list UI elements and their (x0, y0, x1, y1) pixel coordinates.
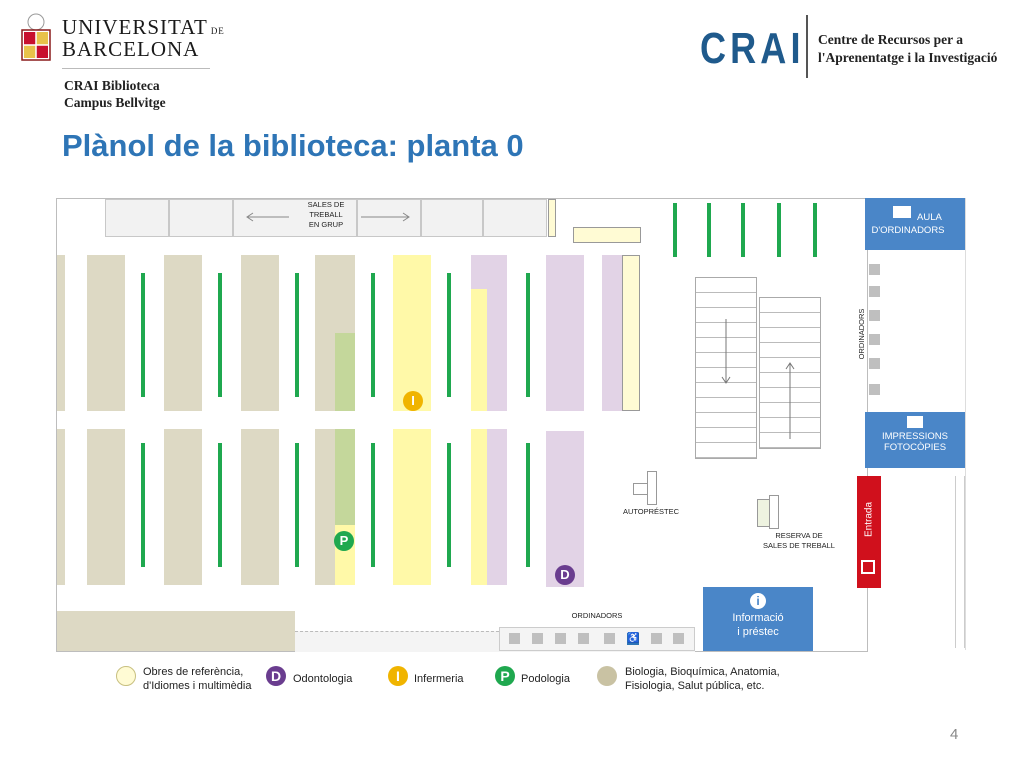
odontology-marker-icon: D (555, 565, 575, 585)
computer-icon (869, 334, 880, 345)
odontology-stack (487, 255, 507, 411)
legend-nursing-label: Infermeria (414, 673, 464, 685)
odontology-stack (546, 431, 584, 587)
computers-vertical-label: ORDINADORS (857, 308, 866, 360)
legend-reference-swatch (116, 666, 136, 686)
entrance-icon (861, 560, 875, 574)
info-loan-desk: i Informació i préstec (703, 587, 813, 651)
biology-stack (315, 333, 335, 411)
computer-icon (869, 286, 880, 297)
shelf (141, 443, 145, 567)
shelf (218, 443, 222, 567)
podology-stack (335, 429, 355, 525)
group-room (483, 199, 547, 237)
reference-shelf (548, 199, 556, 237)
computer-icon (651, 633, 662, 644)
group-rooms-label: SALES DE TREBALL EN GRUP (307, 200, 345, 229)
biology-stack (164, 255, 202, 411)
computer-icon (555, 633, 566, 644)
biology-stack (57, 255, 65, 411)
computers-row (499, 627, 695, 651)
biology-stack (57, 611, 295, 651)
computer-icon (532, 633, 543, 644)
biology-stack (241, 429, 279, 585)
shelf (371, 273, 375, 397)
nursing-stack (393, 255, 431, 411)
crai-description-line2: l'Aprenentatge i la Investigació (818, 50, 998, 65)
biology-stack (164, 429, 202, 585)
corridor-wall (955, 476, 965, 648)
nursing-stack (471, 429, 487, 585)
group-room (105, 199, 169, 237)
entrance: Entrada (857, 476, 881, 588)
group-room (421, 199, 483, 237)
floor-plan (56, 198, 868, 652)
page-title: Plànol de la biblioteca: planta 0 (62, 128, 524, 163)
shelf (371, 443, 375, 567)
floor-plan-annex (865, 198, 966, 650)
shelf (741, 203, 745, 257)
page-number: 4 (950, 726, 959, 743)
shelf (526, 273, 530, 397)
up-arrow-icon (783, 359, 797, 439)
self-loan-machine (647, 471, 657, 505)
legend-podology-icon: P (495, 666, 515, 686)
accessibility-icon: ♿ (627, 633, 640, 644)
nursing-stack (393, 429, 431, 585)
computer-icon (869, 264, 880, 275)
biology-stack (241, 255, 279, 411)
campus-name: Campus Bellvitge (64, 95, 166, 110)
legend-reference-label: Obres de referència, d'Idiomes i multimèdia (143, 666, 252, 692)
odontology-stack (602, 255, 622, 411)
shelf (707, 203, 711, 257)
reference-shelf (573, 227, 641, 243)
biology-stack (57, 429, 65, 585)
reservation-label: RESERVA DE SALES DE TREBALL (763, 531, 835, 550)
computer-room: AULA D'ORDINADORS (865, 198, 965, 250)
computers-bottom-label: ORDINADORS (571, 611, 623, 620)
shelf (218, 273, 222, 397)
monitor-icon (893, 206, 911, 218)
legend-nursing-icon: I (388, 666, 408, 686)
group-room (169, 199, 233, 237)
biology-stack (315, 255, 355, 333)
printer-icon (907, 416, 923, 428)
crai-divider (806, 15, 808, 78)
down-arrow-icon (719, 319, 733, 389)
crai-description-line1: Centre de Recursos per a (818, 32, 963, 47)
nursing-marker-icon: I (403, 391, 423, 411)
shelf (526, 443, 530, 567)
shelf (141, 273, 145, 397)
computer-icon (869, 310, 880, 321)
legend-biology-swatch (597, 666, 617, 686)
biology-stack (87, 429, 125, 585)
odontology-stack (487, 429, 507, 585)
crai-logo: CRAI (700, 24, 805, 73)
shelf (447, 443, 451, 567)
computer-icon (673, 633, 684, 644)
biology-stack (87, 255, 125, 411)
info-icon: i (750, 593, 766, 609)
odontology-stack (471, 255, 487, 289)
university-name-line2: BARCELONA (62, 37, 200, 61)
computer-icon (509, 633, 520, 644)
reference-shelf (622, 255, 640, 411)
header-rule (62, 68, 210, 69)
self-loan-label: AUTOPRÉSTEC (622, 507, 680, 516)
computer-icon (578, 633, 589, 644)
shelf (447, 273, 451, 397)
podology-marker-icon: P (334, 531, 354, 551)
legend-odontology-label: Odontologia (293, 673, 353, 685)
nursing-stack (471, 289, 487, 411)
printing-copying: IMPRESSIONS FOTOCÒPIES (865, 412, 965, 468)
double-arrow-icon (243, 211, 413, 223)
shelf (295, 443, 299, 567)
shelf (295, 273, 299, 397)
shelf (673, 203, 677, 257)
university-de: DE (210, 26, 225, 36)
legend-odontology-icon: D (266, 666, 286, 686)
university-name-line1: UNIVERSITAT DE (62, 15, 225, 39)
ub-seal-logo (16, 12, 56, 64)
shelf (777, 203, 781, 257)
biology-stack (315, 429, 335, 585)
odontology-stack (546, 255, 584, 411)
legend-biology-label: Biologia, Bioquímica, Anatomia, Fisiologia, Salut pública, etc. (625, 666, 780, 692)
reservation-kiosk (769, 495, 779, 529)
legend-podology-label: Podologia (521, 673, 570, 685)
computer-icon (869, 384, 880, 395)
shelf (813, 203, 817, 257)
computer-icon (869, 358, 880, 369)
computer-icon (604, 633, 615, 644)
podology-stack (335, 333, 355, 411)
library-name: CRAI Biblioteca (64, 78, 160, 93)
